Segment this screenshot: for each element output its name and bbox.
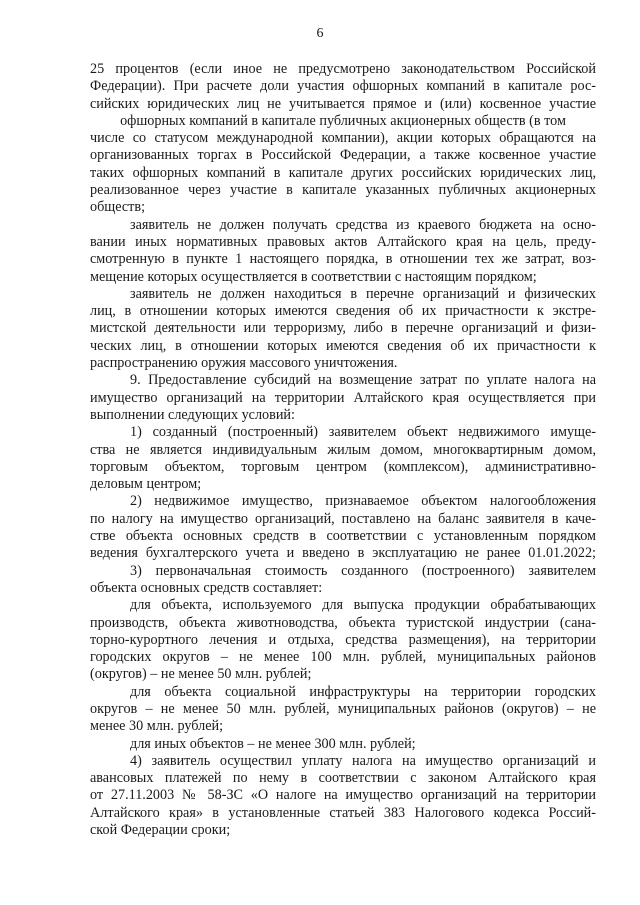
text-line: ства не является индивидуальным жилым домом, многоквартирным домом, — [90, 441, 596, 458]
text-line: таких офшорных компаний в капитале других российских юридических лиц, — [90, 164, 596, 181]
text-line: 1) созданный (построенный) заявителем объект недвижимого имуще- — [130, 424, 596, 441]
page-number: 6 — [316, 26, 324, 41]
text-line: по налогу на имущество организаций, поставлено на баланс заявителя в каче- — [90, 510, 596, 527]
text-line: сийских юридических лиц не учитывается прямое и (или) косвенное участие — [90, 95, 596, 112]
text-line: офшорных компаний в капитале публичных акционерных обществ (в том — [120, 112, 566, 129]
text-line: для иных объектов – не менее 300 млн. рублей; — [130, 735, 416, 752]
text-line: смотренную в пункте 1 настоящего порядка, в отношении тех же затрат, воз- — [90, 251, 596, 268]
text-line: авансовых платежей по нему в соответствии с законом Алтайского края — [90, 770, 596, 787]
text-line: объекта основных средств составляет: — [90, 579, 323, 596]
text-line: обществ; — [90, 199, 146, 216]
text-line: выполнении следующих условий: — [90, 406, 295, 423]
text-line: для объекта, используемого для выпуска продукции обрабатывающих — [130, 597, 596, 614]
text-line: Алтайского края» в установленные статьей 383 Налогового кодекса Россий- — [90, 804, 596, 821]
text-line: ской Федерации сроки; — [90, 822, 231, 839]
text-line: Федерации). При расчете доли участия офшорных компаний в капитале рос- — [90, 78, 596, 95]
text-line: от 27.11.2003 № 58-ЗС «О налоге на имущество организаций на территории — [90, 787, 596, 804]
text-line: мистской деятельности или терроризму, либо в перечне организаций и физи- — [90, 320, 596, 337]
text-line: числе со статусом международной компании), акции которых обращаются на — [90, 130, 596, 147]
text-line: торговым объектом, торговым центром (комплексом), административно- — [90, 458, 596, 475]
text-line: реализованное через участие в капитале указанных публичных акционерных — [90, 182, 596, 199]
text-line: заявитель не должен находиться в перечне организаций и физических — [130, 285, 596, 302]
text-line: (округов) – не менее 50 млн. рублей; — [90, 666, 312, 683]
text-line: организованных торгах в Российской Федерации, а также косвенное участие — [90, 147, 596, 164]
text-line: 4) заявитель осуществил уплату налога на имущество организаций и — [130, 752, 596, 769]
text-line: 9. Предоставление субсидий на возмещение затрат по уплате налога на — [130, 372, 596, 389]
document-body — [90, 61, 596, 839]
text-line: стве объекта основных средств в соответствии с установленным порядком — [90, 528, 596, 545]
text-line: заявитель не должен получать средства из краевого бюджета на осно- — [130, 216, 596, 233]
text-line: городских округов – не менее 100 млн. рублей, муниципальных районов — [90, 649, 596, 666]
text-line: для объекта социальной инфраструктуры на территории городских — [130, 683, 596, 700]
text-line: распространению оружия массового уничтожения. — [90, 355, 398, 372]
text-line: деловым центром; — [90, 476, 202, 493]
text-line: ческих лиц, в отношении которых имеются сведения об их причастности к — [90, 337, 596, 354]
text-line: 2) недвижимое имущество, признаваемое объектом налогообложения — [130, 493, 596, 510]
text-line: мещение которых осуществляется в соответствии с настоящим порядком; — [90, 268, 537, 285]
text-line: торно-курортного лечения и отдыха, средства размещения), на территории — [90, 631, 596, 648]
text-line: вании иных нормативных правовых актов Алтайского края на цель, преду- — [90, 233, 596, 250]
text-line: 25 процентов (если иное не предусмотрено законодательством Российской — [90, 61, 596, 77]
text-line: менее 30 млн. рублей; — [90, 718, 224, 735]
text-line: производств, объекта животноводства, объекта туристской индустрии (сана- — [90, 614, 596, 631]
text-line: лиц, в отношении которых имеются сведения об их причастности к экстре- — [90, 303, 596, 320]
text-line: имущество организаций на территории Алтайского края осуществляется при — [90, 389, 596, 406]
text-line: округов – не менее 50 млн. рублей, муниципальных районов (округов) – не — [90, 700, 596, 717]
text-line: ведения бухгалтерского учета и введено в эксплуатацию не ранее 01.01.2022; — [90, 545, 596, 562]
text-line: 3) первоначальная стоимость созданного (построенного) заявителем — [130, 562, 596, 579]
